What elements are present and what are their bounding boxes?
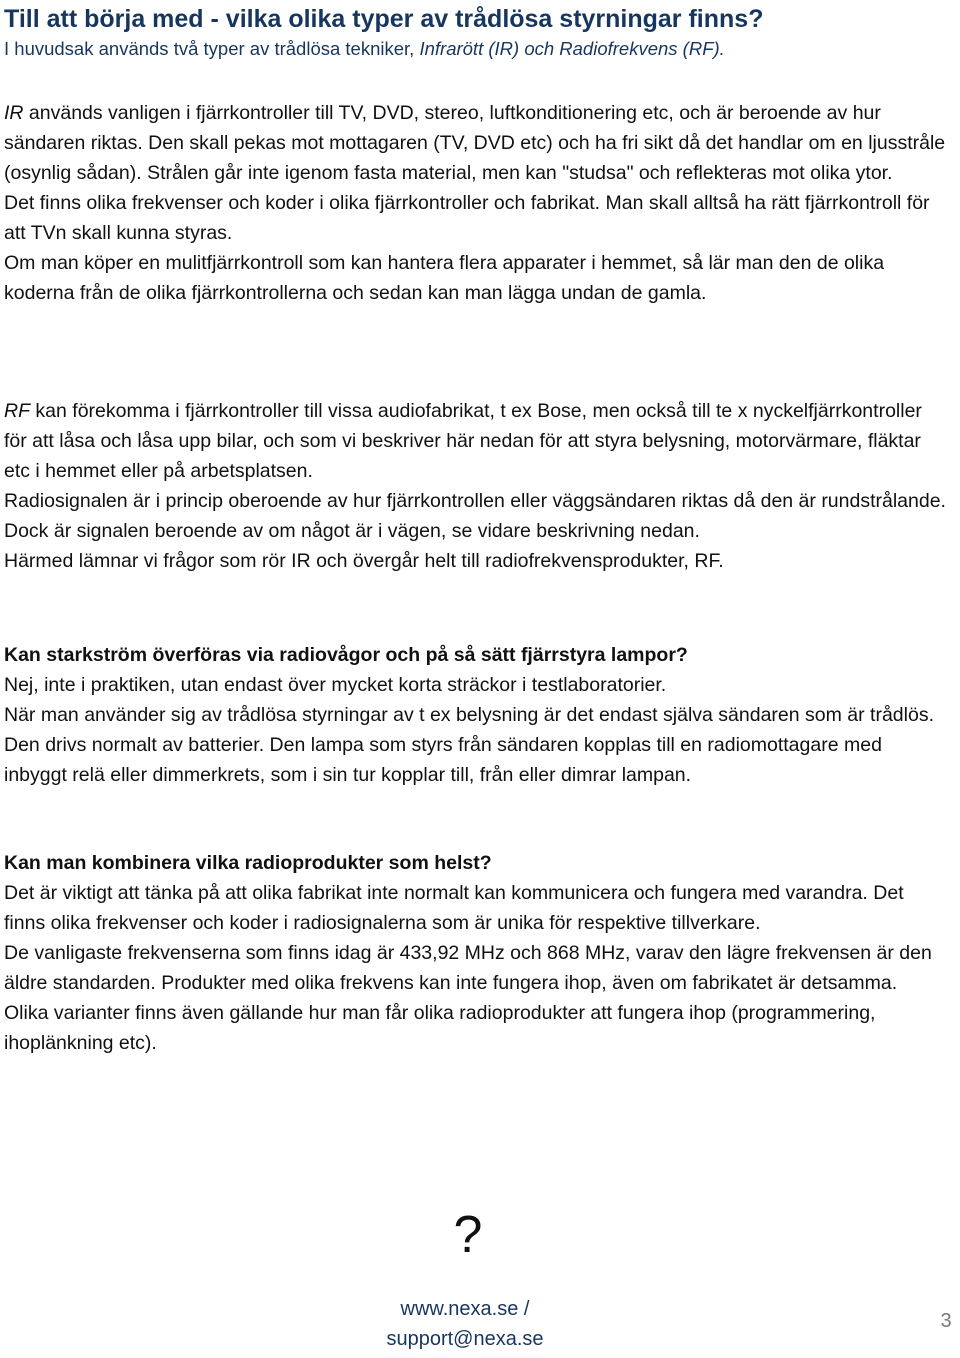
- faq-1-question: Kan starkström överföras via radiovågor och på så sätt fjärrstyra lampor?: [4, 644, 688, 666]
- ir-section: [4, 98, 950, 308]
- faq-2-question: Kan man kombinera vilka radioprodukter som helst?: [4, 852, 492, 874]
- page-title: Till att börja med - vilka olika typer av trådlösa styrningar finns?: [4, 5, 764, 33]
- faq-section-1: [4, 640, 950, 790]
- faq-section-2: [4, 848, 950, 1058]
- ir-paragraph-2: Det finns olika frekvenser och koder i olika fjärrkontroller och fabrikat. Man skall alltså ha rätt fjärrkontroll för att TVn skall kunna styras.: [4, 192, 930, 244]
- rf-section: [4, 396, 950, 576]
- faq-1-paragraph-1: Nej, inte i praktiken, utan endast över mycket korta sträckor i testlaboratorier.: [4, 674, 667, 696]
- footer-website-link[interactable]: www.nexa.se /: [400, 1298, 530, 1320]
- rf-paragraph-3: Härmed lämnar vi frågor som rör IR och övergår helt till radiofrekvensprodukter, RF.: [4, 550, 724, 572]
- footer-email-link[interactable]: support@nexa.se: [386, 1328, 544, 1350]
- faq-2-paragraph-3: Olika varianter finns även gällande hur man får olika radioprodukter att fungera ihop (programmering, ihoplänkning etc).: [4, 1002, 876, 1054]
- subtitle-prefix: I huvudsak används två typer av trådlösa tekniker,: [4, 38, 420, 59]
- ir-paragraph-1: [4, 98, 950, 188]
- rf-paragraph-1: [4, 396, 950, 486]
- rf-lead: RF: [4, 400, 30, 422]
- footer-contact: [330, 1294, 600, 1354]
- ir-paragraph-1-text: används vanligen i fjärrkontroller till TV, DVD, stereo, luftkonditionering etc, och är beroende av hur sändaren riktas. Den skall pekas mot mottagaren (TV, DVD etc) och ha fri sikt då det handlar om en ljusstråle (osynlig sådan). Strålen går inte igenom fasta material, men kan "studsa" och reflekteras mot olika ytor.: [4, 102, 946, 184]
- subtitle-italic: Infrarött (IR) och Radiofrekvens (RF).: [419, 38, 725, 59]
- faq-1-paragraph-2: När man använder sig av trådlösa styrningar av t ex belysning är det endast själva sändaren som är trådlös. Den drivs normalt av batterier. Den lampa som styrs från sändaren kopplas till en radiomottagare med inbyggt relä eller dimmerkrets, som i sin tur kopplar till, från eller dimrar lampan.: [4, 704, 934, 786]
- question-mark-graphic: ?: [453, 1206, 483, 1264]
- faq-2-paragraph-2: De vanligaste frekvenserna som finns idag är 433,92 MHz och 868 MHz, varav den lägre frekvensen är den äldre standarden. Produkter med olika frekvens kan inte fungera ihop, även om fabrikatet är detsamma.: [4, 942, 932, 994]
- faq-2-paragraph-1: Det är viktigt att tänka på att olika fabrikat inte normalt kan kommunicera och fungera med varandra. Det finns olika frekvenser och koder i radiosignalerna som är unika för respektive tillverkare.: [4, 882, 904, 934]
- rf-paragraph-1-text: kan förekomma i fjärrkontroller till vissa audiofabrikat, t ex Bose, men också till te x nyckelfjärrkontroller för att låsa och låsa upp bilar, och som vi beskriver här nedan för att styra belysning, motorvärmare, fläktar etc i hemmet eller på arbetsplatsen.: [4, 400, 922, 482]
- page-subtitle: [4, 36, 956, 62]
- ir-lead: IR: [4, 102, 24, 124]
- page-number: 3: [940, 1310, 952, 1332]
- ir-paragraph-3: Om man köper en mulitfjärrkontroll som kan hantera flera apparater i hemmet, så lär man den de olika koderna från de olika fjärrkontrollerna och sedan kan man lägga undan de gamla.: [4, 252, 885, 304]
- rf-paragraph-2: Radiosignalen är i princip oberoende av hur fjärrkontrollen eller väggsändaren riktas då den är rundstrålande. Dock är signalen beroende av om något är i vägen, se vidare beskrivning nedan.: [4, 490, 946, 542]
